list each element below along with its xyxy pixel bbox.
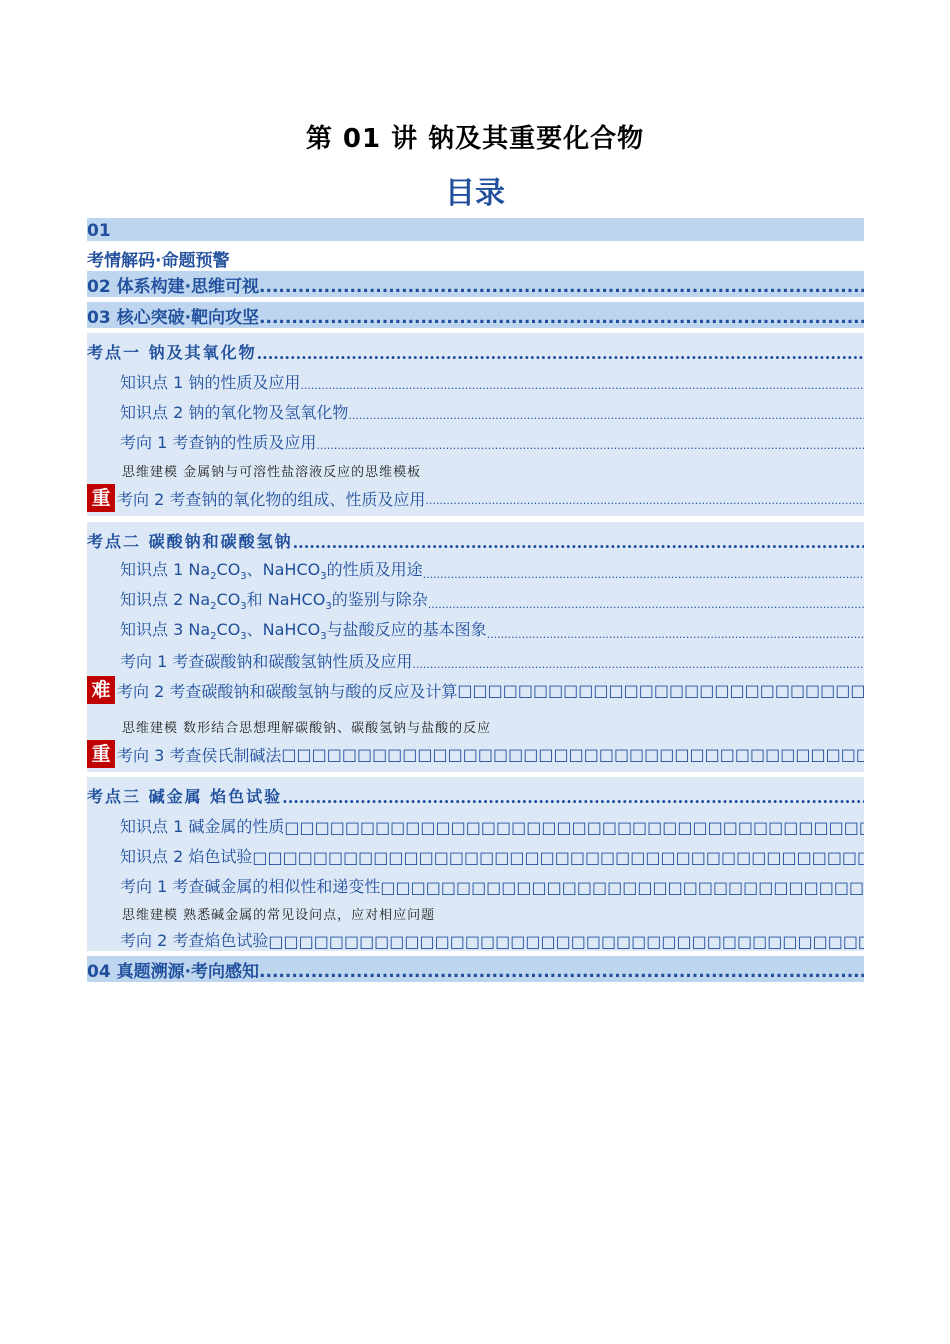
toc-item[interactable] bbox=[87, 837, 864, 867]
toc-title: 目录 bbox=[445, 176, 505, 211]
box-leader bbox=[252, 848, 864, 867]
item-label: 知识点 1 碱金属的性质 bbox=[120, 817, 285, 836]
dot-leader bbox=[259, 277, 864, 297]
toc-model[interactable] bbox=[87, 897, 864, 923]
toc-item[interactable] bbox=[87, 480, 864, 516]
dot-leader bbox=[348, 404, 864, 423]
item-label: 知识点 2 $Na_2CO_3$和 NaHCO$_3$的鉴别与除杂 bbox=[120, 589, 428, 612]
toc-point-2[interactable] bbox=[87, 522, 864, 552]
item-label: 考向 1 考查碳酸钠和碳酸氢钠性质及应用 bbox=[120, 652, 413, 671]
badge-zhong: 重 bbox=[87, 740, 115, 768]
dot-leader bbox=[300, 374, 864, 393]
dot-leader bbox=[412, 653, 864, 672]
page-title: 第 01 讲 钠及其重要化合物 bbox=[305, 124, 645, 154]
item-label: 考向 2 考查钠的氧化物的组成、性质及应用 bbox=[117, 489, 426, 509]
toc-item[interactable] bbox=[87, 393, 864, 423]
dot-leader bbox=[293, 533, 864, 552]
section-01-label: 考情解码·命题预警 bbox=[87, 251, 230, 271]
toc-item[interactable] bbox=[87, 923, 864, 951]
dot-leader bbox=[423, 563, 864, 582]
item-label: 考向 3 考查侯氏制碱法 bbox=[117, 745, 282, 765]
dot-leader bbox=[259, 308, 864, 328]
table-of-contents bbox=[87, 218, 864, 982]
toc-item[interactable] bbox=[87, 672, 864, 708]
model-label: 思维建模 金属钠与可溶性盐溶液反应的思维模板 bbox=[122, 465, 422, 480]
model-label: 思维建模 熟悉碱金属的常见设问点，应对相应问题 bbox=[122, 908, 436, 923]
toc-section-01[interactable] bbox=[87, 218, 864, 241]
point-1-label: 考点一 钠及其氧化物 bbox=[87, 343, 257, 362]
toc-item[interactable] bbox=[87, 612, 864, 642]
point-2-label: 考点二 碳酸钠和碳酸氢钠 bbox=[87, 532, 293, 551]
dot-leader bbox=[257, 344, 864, 363]
item-label: 知识点 2 钠的氧化物及氢氧化物 bbox=[120, 403, 349, 422]
toc-item[interactable] bbox=[87, 642, 864, 672]
dot-leader bbox=[425, 489, 864, 508]
toc-item[interactable] bbox=[87, 363, 864, 393]
toc-section-04[interactable] bbox=[87, 956, 864, 982]
toc-item[interactable] bbox=[87, 423, 864, 453]
item-label: 知识点 3 $Na_2CO_3$、NaHCO$_3$与盐酸反应的基本图象 bbox=[120, 619, 487, 642]
toc-section-01-label[interactable] bbox=[87, 241, 864, 271]
box-leader bbox=[268, 932, 864, 951]
item-label: 考向 2 考查焰色试验 bbox=[120, 931, 269, 950]
toc-item[interactable] bbox=[87, 582, 864, 612]
toc-item[interactable] bbox=[87, 552, 864, 582]
badge-nan: 难 bbox=[87, 676, 115, 704]
toc-point-1[interactable] bbox=[87, 333, 864, 363]
badge-zhong: 重 bbox=[87, 484, 115, 512]
item-label: 考向 1 考查钠的性质及应用 bbox=[120, 433, 317, 452]
section-02-label: 02 体系构建·思维可视 bbox=[87, 277, 260, 297]
box-leader bbox=[284, 818, 864, 837]
toc-point-3[interactable] bbox=[87, 777, 864, 807]
toc-item[interactable] bbox=[87, 867, 864, 897]
toc-section-02[interactable] bbox=[87, 271, 864, 297]
section-01-number: 01 bbox=[87, 221, 111, 241]
toc-section-03[interactable] bbox=[87, 302, 864, 328]
point-3-label: 考点三 碱金属 焰色试验 bbox=[87, 787, 283, 806]
toc-model[interactable] bbox=[87, 708, 864, 736]
item-label: 知识点 2 焰色试验 bbox=[120, 847, 253, 866]
dot-leader bbox=[487, 623, 864, 642]
toc-item[interactable] bbox=[87, 736, 864, 772]
dot-leader bbox=[316, 434, 864, 453]
dot-leader bbox=[282, 788, 864, 807]
item-label: 考向 1 考查碱金属的相似性和递变性 bbox=[120, 877, 381, 896]
box-leader bbox=[380, 878, 864, 897]
box-leader bbox=[281, 745, 864, 764]
dot-leader bbox=[428, 593, 864, 612]
model-label: 思维建模 数形结合思想理解碳酸钠、碳酸氢钠与盐酸的反应 bbox=[122, 721, 492, 736]
item-label: 知识点 1 钠的性质及应用 bbox=[120, 373, 301, 392]
section-03-label: 03 核心突破·靶向攻坚 bbox=[87, 308, 260, 328]
section-04-label: 04 真题溯源·考向感知 bbox=[87, 962, 260, 982]
item-label: 考向 2 考查碳酸钠和碳酸氢钠与酸的反应及计算 bbox=[117, 681, 458, 701]
dot-leader bbox=[259, 962, 864, 982]
toc-model[interactable] bbox=[87, 453, 864, 480]
box-leader bbox=[457, 681, 864, 700]
item-label: 知识点 1 $Na_2CO_3$、NaHCO$_3$的性质及用途 bbox=[120, 559, 423, 582]
toc-item[interactable] bbox=[87, 807, 864, 837]
